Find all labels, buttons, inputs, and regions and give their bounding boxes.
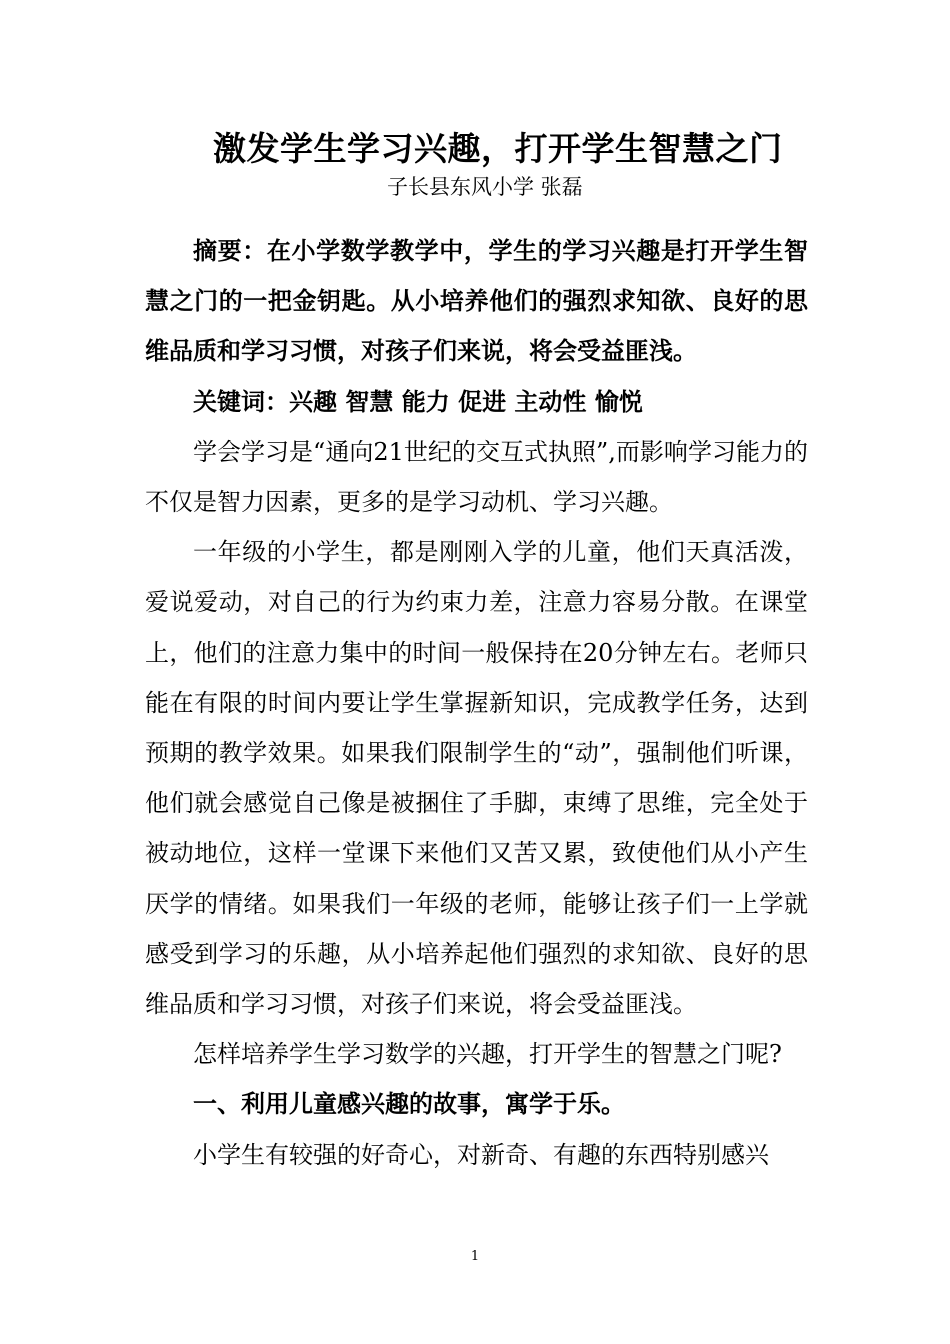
document-body [145,226,808,1180]
keywords-paragraph: 关键词：兴趣 智慧 能力 促进 主动性 愉悦 [193,386,643,416]
document-author: 子长县东风小学 张磊 [387,175,583,199]
section-heading: 一、利用儿童感兴趣的故事，寓学于乐。 [193,1089,625,1119]
body-paragraph: 小学生有较强的好奇心，对新奇、有趣的东西特别感兴 [193,1140,769,1169]
page-number: 1 [470,1249,480,1264]
body-paragraph: 一年级的小学生，都是刚刚入学的儿童，他们天真活泼，爱说爱动，对自己的行为约束力差，注意力容易分散。在课堂上，他们的注意力集中的时间一般保持在20分钟左右。老师只能在有限的时间内要让学生掌握新知识，完成教学任务，达到预期的教学效果。如果我们限制学生的“动”，强制他们听课，他们就会感觉自己像是被捆住了手脚，束缚了思维，完全处于被动地位，这样一堂课下来他们又苦又累，致使他们从小产生厌学的情绪。如果我们一年级的老师，能够让孩子们一上学就感受到学习的乐趣，从小培养起他们强烈的求知欲、良好的思维品质和学习习惯，对孩子们来说，将会受益匪浅。 [145,538,808,1019]
document-title: 激发学生学习兴趣，打开学生智慧之门 [213,129,783,168]
abstract-paragraph: 摘要：在小学数学教学中，学生的学习兴趣是打开学生智慧之门的一把金钥匙。从小培养他们的强烈求知欲、良好的思维品质和学习习惯，对孩子们来说，将会受益匪浅。 [145,236,808,366]
body-paragraph: 怎样培养学生学习数学的兴趣，打开学生的智慧之门呢? [193,1040,782,1069]
body-paragraph: 学会学习是“通向21世纪的交互式执照”,而影响学习能力的不仅是智力因素，更多的是学习动机、学习兴趣。 [145,437,808,517]
